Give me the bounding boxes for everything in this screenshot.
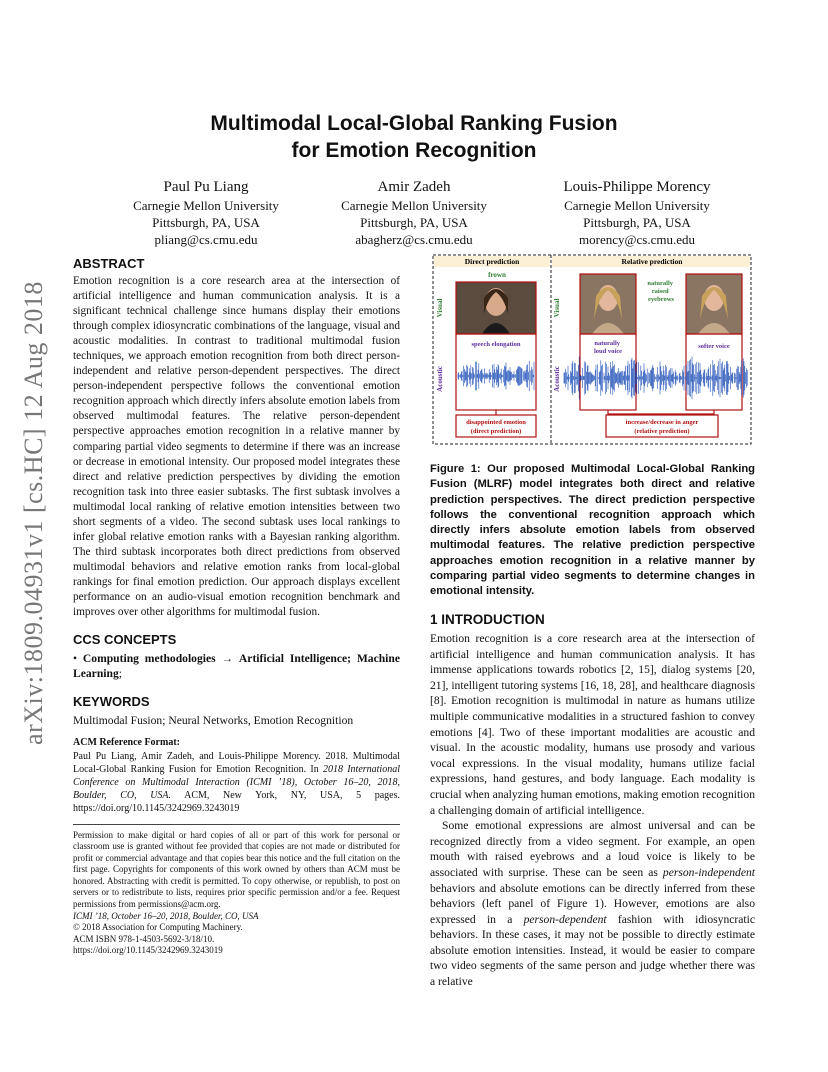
ccs-end: ; (118, 667, 122, 681)
ccs-heading: CCS CONCEPTS (73, 632, 177, 648)
author-affiliation: Carnegie Mellon University (564, 198, 710, 213)
video-frame-relative-2 (686, 274, 742, 334)
copyright: © 2018 Association for Computing Machinery. (73, 922, 243, 933)
acm-ref-heading: ACM Reference Format: (73, 737, 180, 749)
ccs-text (73, 651, 400, 682)
disappointed-label: disappointed emotion (466, 419, 526, 426)
author-block (106, 178, 306, 248)
introduction-section (430, 612, 755, 990)
permission-text: Permission to make digital or hard copies of all or part of this work for personal or classroom use is granted without fee provided that copies are not made or distributed for profit or commercial advantage and that copies bear this notice and the full citation on the first page. Copyrights for components of this work owned by others than ACM must be honored. Abstracting with credit is permitted. To copy otherwise, or republish, to post on servers or to redistribute to lists, requires prior specific permission and/or a fee. Request permissions from permissions@acm.org. (73, 829, 400, 910)
loud-voice-line: loud voice (594, 348, 622, 355)
doi: https://doi.org/10.1145/3242969.3243019 (73, 945, 223, 956)
acm-reference (73, 736, 400, 815)
author-affiliation: Carnegie Mellon University (133, 198, 279, 213)
relative-header: Relative prediction (621, 257, 683, 266)
acoustic-label: Acoustic (553, 366, 561, 392)
author-email: abagherz@cs.cmu.edu (355, 232, 473, 247)
speech-elongation-label: speech elongation (471, 341, 521, 348)
ccs-term-2: Artificial Intelligence (238, 652, 348, 666)
waveforms (458, 357, 747, 400)
author-location: Pittsburgh, PA, USA (583, 215, 691, 230)
paper-title (0, 110, 828, 164)
intro-p2-a: Some emotional expressions are almost universal and can be recognized directly from a video segment. For example, an open mouth with raised eyebrows and a loud voice is likely to be associated with surprise. These can be seen as (430, 819, 755, 879)
author-block (522, 178, 752, 248)
author-name: Amir Zadeh (377, 179, 451, 195)
video-frame-direct (456, 282, 536, 334)
title-line-1: Multimodal Local-Global Ranking Fusion (210, 112, 618, 135)
frown-label: frown (488, 271, 506, 279)
author-block (314, 178, 514, 248)
abstract-text: Emotion recognition is a core research area at the intersection of artificial intelligence and human communication analysis. It is a significant technical challenge since humans display their emotions through complex idiosyncratic combinations of the language, visual and acoustic modalities. In contrast to traditional multimodal fusion techniques, we approach emotion recognition from both direct person-independent and relative person-dependent perspectives. The direct person-independent perspective follows the conventional emotion recognition approach which directly infers absolute emotion labels from observed multimodal features. The relative person-dependent perspective approaches emotion recognition in a relative manner by comparing partial video segments to determine if there was an increase or decrease in emotional intensity. Our proposed model integrates these direct and relative prediction perspectives by dividing the emotion recognition task into three easier subtasks. The first subtask involves a multimodal local ranking of relative emotion intensities between two short segments of a video. The second subtask uses local rankings to infer global relative emotion ranks with a Bayesian ranking algorithm. The third subtask incorporates both direct predictions from observed multimodal behaviors and relative emotion ranks from local-global rankings for final emotion prediction. Our approach displays excellent performance on an audio-visual emotion recognition benchmark and improves over other algorithms for multimodal fusion. (73, 275, 400, 619)
abstract-heading: ABSTRACT (73, 256, 145, 271)
ccs-bullet: • (73, 652, 78, 666)
direct-header: Direct prediction (464, 257, 520, 266)
intro-p2-c: behaviors and absolute emotions can be directly inferred from these behaviors (left panel of Figure 1). However, emotions are also expressed in a (430, 881, 755, 926)
permission-notice (73, 830, 400, 958)
waveform (458, 361, 534, 392)
loud-voice-line: naturally (594, 340, 621, 347)
visual-label: Visual (553, 298, 561, 318)
raised-eyebrows-label (647, 280, 674, 303)
intro-paragraph-1: Emotion recognition is a core research area at the intersection of artificial intelligence and human communication analysis. It has immense applications towards robotics [2, 15], dialog systems [20, 21], intelligent tutoring systems [16, 18, 28], and healthcare diagnosis [8]. Emotion recognition is multimodal in nature as humans utilize multiple communicative modalities in a structured fashion to convey emotions [4]. Two of these important modalities are acoustic and visual. In the acoustic modality, humans use prosody and various vocal expressions. In the visual modality, humans utilize facial expressions, hand gestures, and body language. Each modality is crucial when analyzing human emotions, making emotion recognition a challenging domain of artificial intelligence. (430, 632, 755, 817)
permission-venue: ICMI ’18, October 16–20, 2018, Boulder, CO, USA (73, 910, 259, 921)
footnote-divider (73, 824, 400, 825)
author-name: Louis-Philippe Morency (563, 179, 711, 195)
keywords-text: Multimodal Fusion; Neural Networks, Emotion Recognition (73, 713, 354, 727)
author-affiliation: Carnegie Mellon University (341, 198, 487, 213)
arxiv-id: arXiv:1809.04931v1 [cs.HC] 12 Aug 2018 (19, 281, 48, 745)
author-name: Paul Pu Liang (163, 179, 249, 195)
acoustic-label: Acoustic (436, 366, 444, 392)
acm-ref-text-2: ACM, New York, NY, USA, 5 pages. https://doi.org/10.1145/3242969.3243019 (73, 790, 400, 815)
figure-1-diagram (432, 254, 752, 446)
ccs-term-3: ; Machine Learning (73, 652, 400, 681)
figure-1 (432, 254, 752, 444)
ccs-arrow: → (221, 652, 234, 666)
softer-voice-label: softer voice (698, 343, 730, 350)
author-email: morency@cs.cmu.edu (579, 232, 695, 247)
visual-label: Visual (436, 298, 444, 318)
increase-label: increase/decrease in anger (625, 419, 699, 426)
raised-eyebrows-line: naturally (647, 280, 674, 287)
figure-1-caption: Figure 1: Our proposed Multimodal Local-Global Ranking Fusion (MLRF) model integrates both direct and relative prediction perspectives. The direct prediction perspective follows the conventional recognition approach which directly infers absolute emotion labels from observed multimodal features. The relative prediction perspective approaches emotion recognition in a relative manner by comparing partial video segments to determine changes in emotional intensity. (430, 463, 755, 598)
acm-ref-venue: 2018 International Conference on Multimodal Interaction (ICMI ’18), October 16–20, 2018, Boulder, CO, USA. (73, 763, 400, 802)
relative-pred-label: (relative prediction) (634, 428, 690, 435)
intro-paragraph-2 (430, 818, 755, 990)
connector (608, 410, 714, 414)
raised-eyebrows-line: eyebrows (648, 296, 674, 303)
loud-voice-label (594, 340, 622, 355)
author-location: Pittsburgh, PA, USA (360, 215, 468, 230)
intro-p2-b: person-independent (662, 865, 755, 879)
acm-ref-text-1: Paul Pu Liang, Amir Zadeh, and Louis-Philippe Morency. 2018. Multimodal Local-Global Ranking Fusion for Emotion Recognition. In (73, 750, 400, 775)
keywords-heading: KEYWORDS (73, 693, 150, 709)
video-frame-relative-1 (580, 274, 636, 334)
title-line-2: for Emotion Recognition (291, 139, 537, 162)
direct-pred-label: (direct prediction) (470, 428, 522, 435)
ccs-term-1: Computing methodologies (82, 652, 216, 666)
author-location: Pittsburgh, PA, USA (152, 215, 260, 230)
left-column (73, 256, 400, 957)
intro-p2-d: person-dependent (523, 912, 607, 926)
intro-heading: 1 INTRODUCTION (430, 612, 545, 627)
waveform (564, 357, 747, 400)
author-email: pliang@cs.cmu.edu (154, 232, 258, 247)
arxiv-stamp (14, 278, 54, 758)
raised-eyebrows-line: raised (651, 288, 669, 295)
isbn: ACM ISBN 978-1-4503-5692-3/18/10. (73, 933, 215, 944)
intro-p2-e: fashion with idiosyncratic behaviors. In these cases, it may not be possible to directly estimate absolute emotion intensities. Instead, it would be easier to compare two video segments of the same person and judge whether there was a relative (430, 912, 755, 989)
